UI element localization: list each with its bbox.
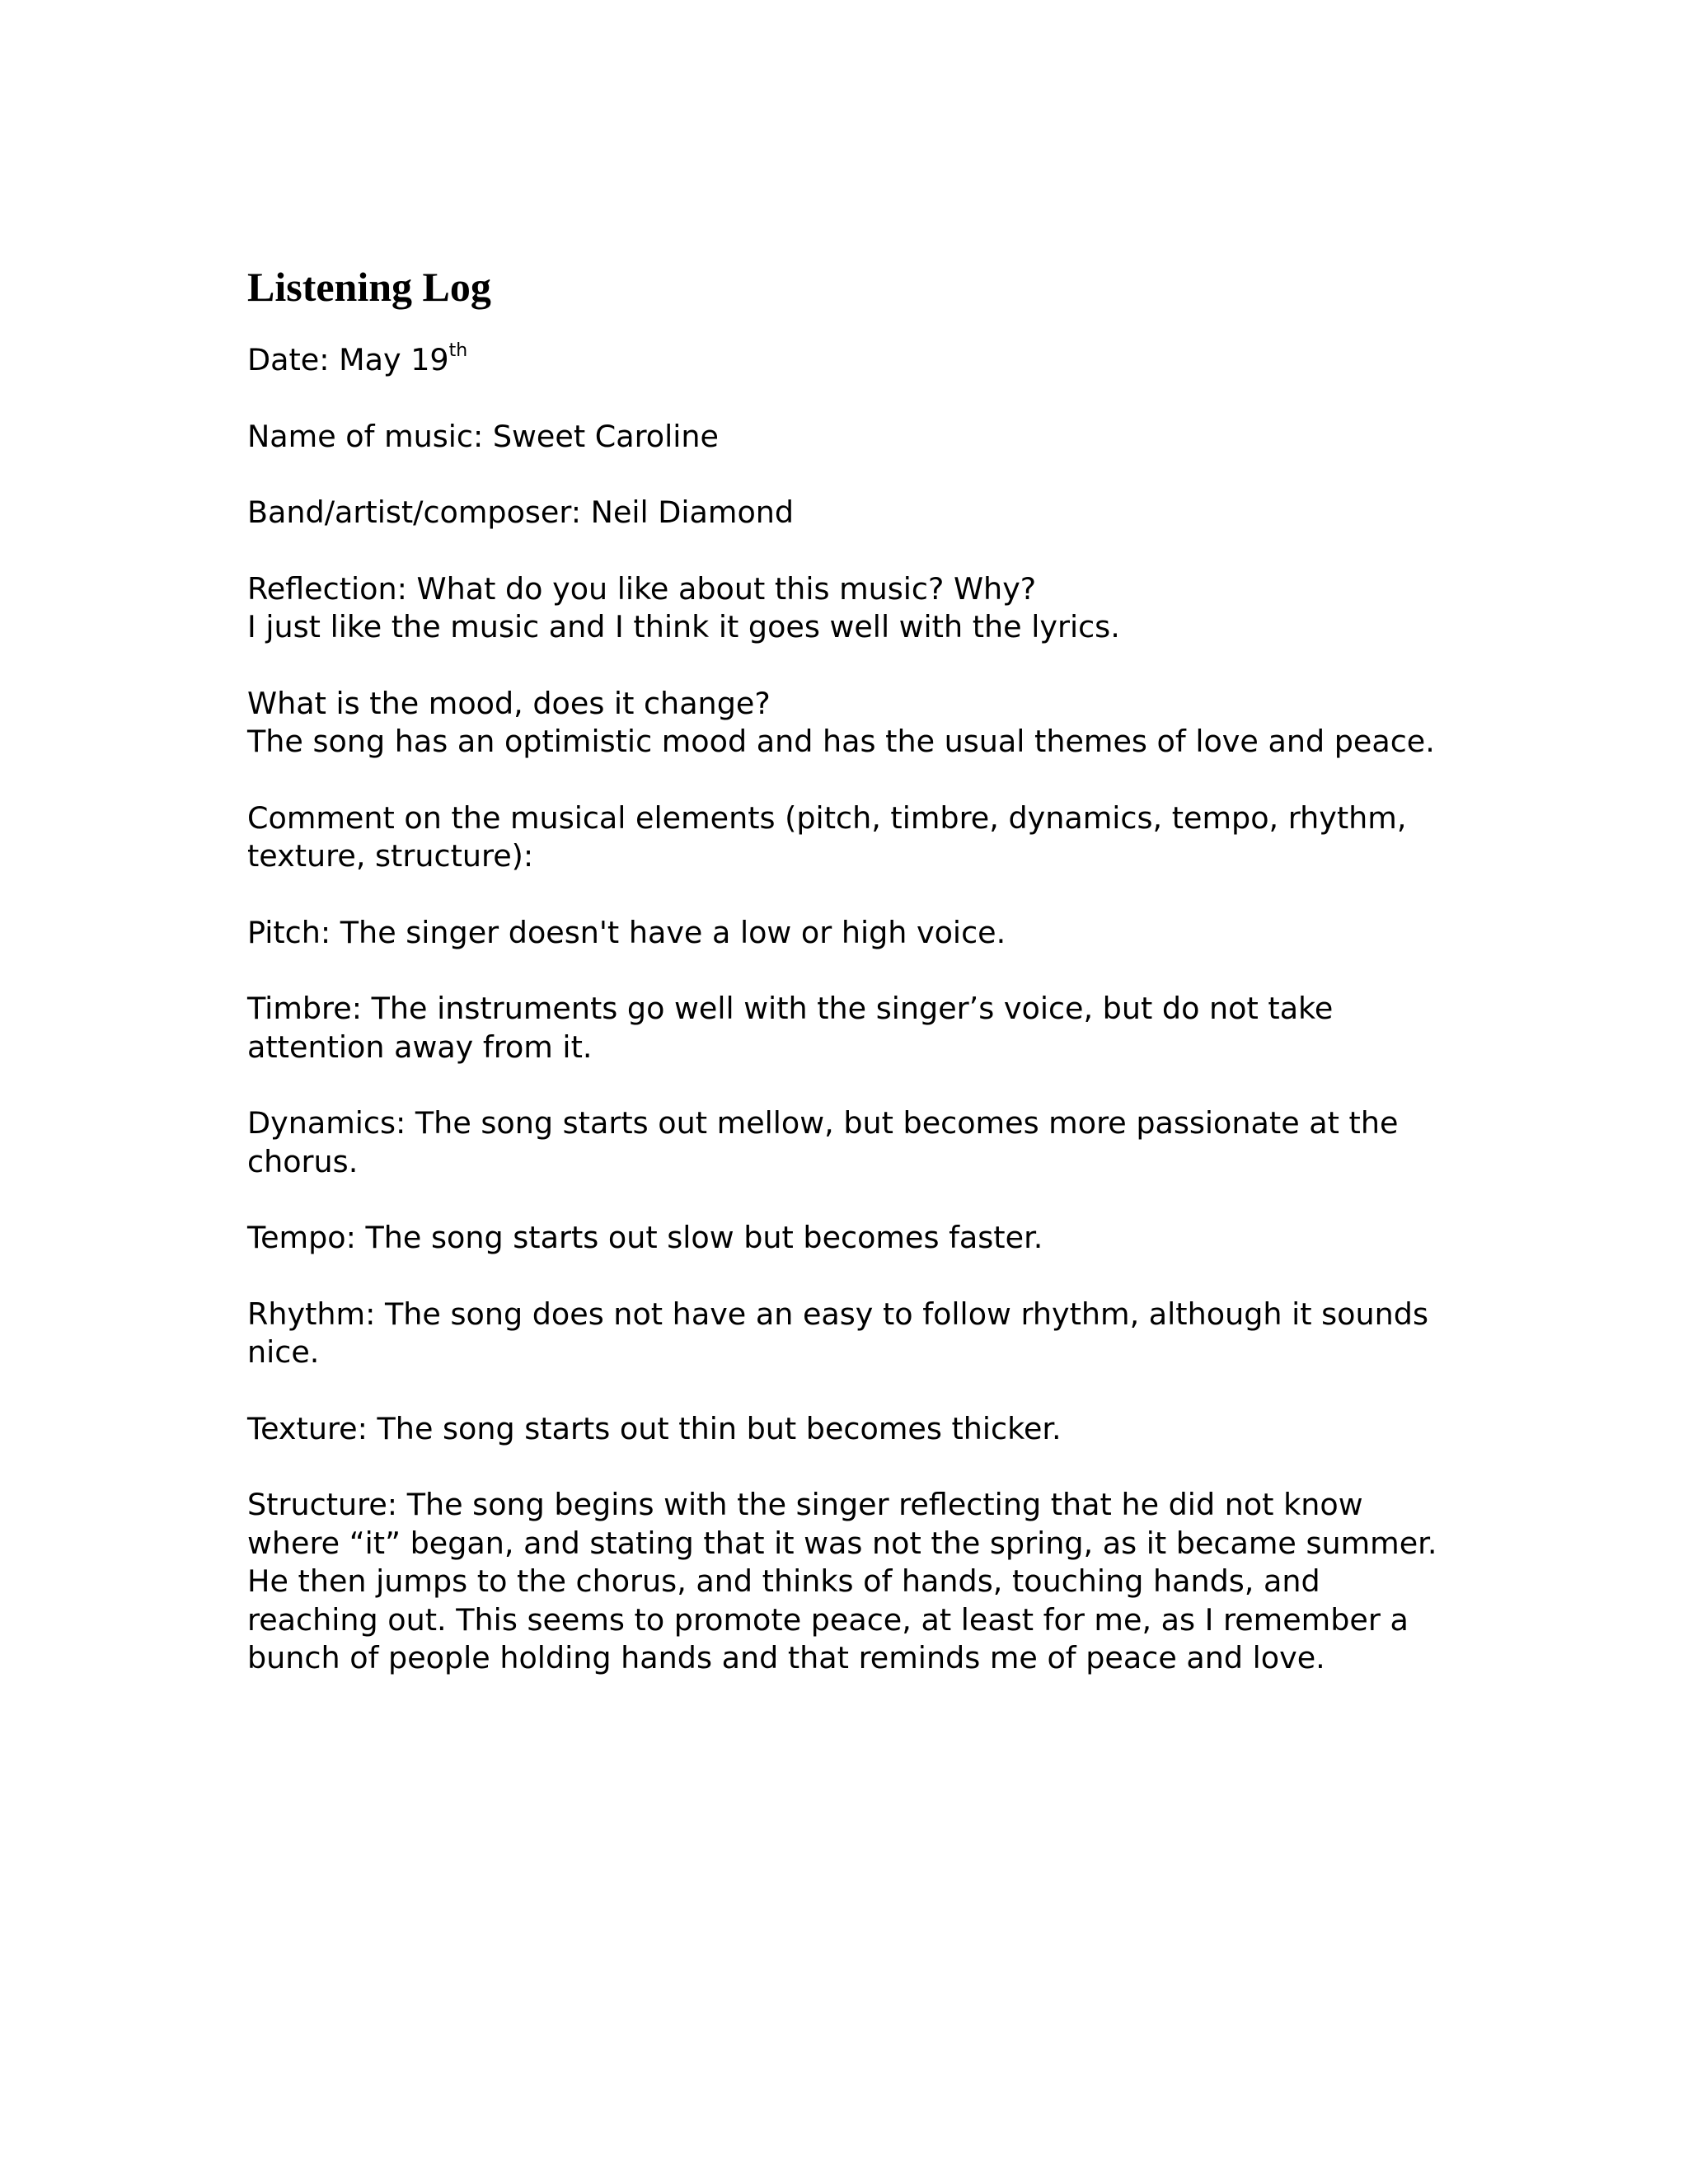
dynamics-comment — [247, 1104, 1451, 1181]
dynamics-line-1: Dynamics: The song starts out mellow, but becomes more passionate at the — [247, 1105, 1399, 1141]
page-title: Listening Log — [247, 264, 491, 310]
rhythm-line-2: nice. — [247, 1334, 320, 1370]
pitch-comment: Pitch: The singer doesn't have a low or high voice. — [247, 914, 1006, 950]
mood-question: What is the mood, does it change? — [247, 685, 771, 721]
structure-line-4: reaching out. This seems to promote peace, at least for me, as I remember a — [247, 1601, 1409, 1638]
structure-line-5: bunch of people holding hands and that reminds me of peace and love. — [247, 1640, 1325, 1675]
name-of-music: Name of music: Sweet Caroline — [247, 418, 719, 454]
structure-line-1: Structure: The song begins with the singer reflecting that he did not know — [247, 1487, 1363, 1522]
structure-line-3: He then jumps to the chorus, and thinks of hands, touching hands, and — [247, 1563, 1320, 1599]
structure-comment — [247, 1486, 1451, 1678]
tempo-comment: Tempo: The song starts out slow but becomes faster. — [247, 1220, 1043, 1255]
rhythm-line-1: Rhythm: The song does not have an easy to follow rhythm, although it sounds — [247, 1296, 1428, 1332]
timbre-comment — [247, 990, 1451, 1066]
rhythm-comment — [247, 1296, 1451, 1372]
texture-comment: Texture: The song starts out thin but becomes thicker. — [247, 1410, 1062, 1446]
reflection-answer: I just like the music and I think it goes well with the lyrics. — [247, 609, 1120, 644]
timbre-line-1: Timbre: The instruments go well with the singer’s voice, but do not take — [247, 991, 1334, 1026]
elements-prompt-line-1: Comment on the musical elements (pitch, timbre, dynamics, tempo, rhythm, — [247, 799, 1407, 836]
artist-line: Band/artist/composer: Neil Diamond — [247, 494, 795, 530]
structure-line-2: where “it” began, and stating that it was not the spring, as it became summer. — [247, 1525, 1437, 1561]
timbre-line-2: attention away from it. — [247, 1029, 593, 1065]
date-suffix: th — [448, 340, 468, 361]
dynamics-line-2: chorus. — [247, 1143, 359, 1179]
reflection-question: Reflection: What do you like about this music? Why? — [247, 570, 1037, 607]
reflection-section — [247, 570, 1451, 647]
date-text: Date: May 19 — [247, 342, 449, 377]
elements-prompt — [247, 799, 1451, 876]
mood-answer: The song has an optimistic mood and has the usual themes of love and peace. — [247, 724, 1435, 759]
date-line — [247, 341, 1451, 380]
document-page — [247, 262, 1451, 1716]
mood-section — [247, 685, 1451, 762]
elements-prompt-line-2: texture, structure): — [247, 838, 534, 874]
